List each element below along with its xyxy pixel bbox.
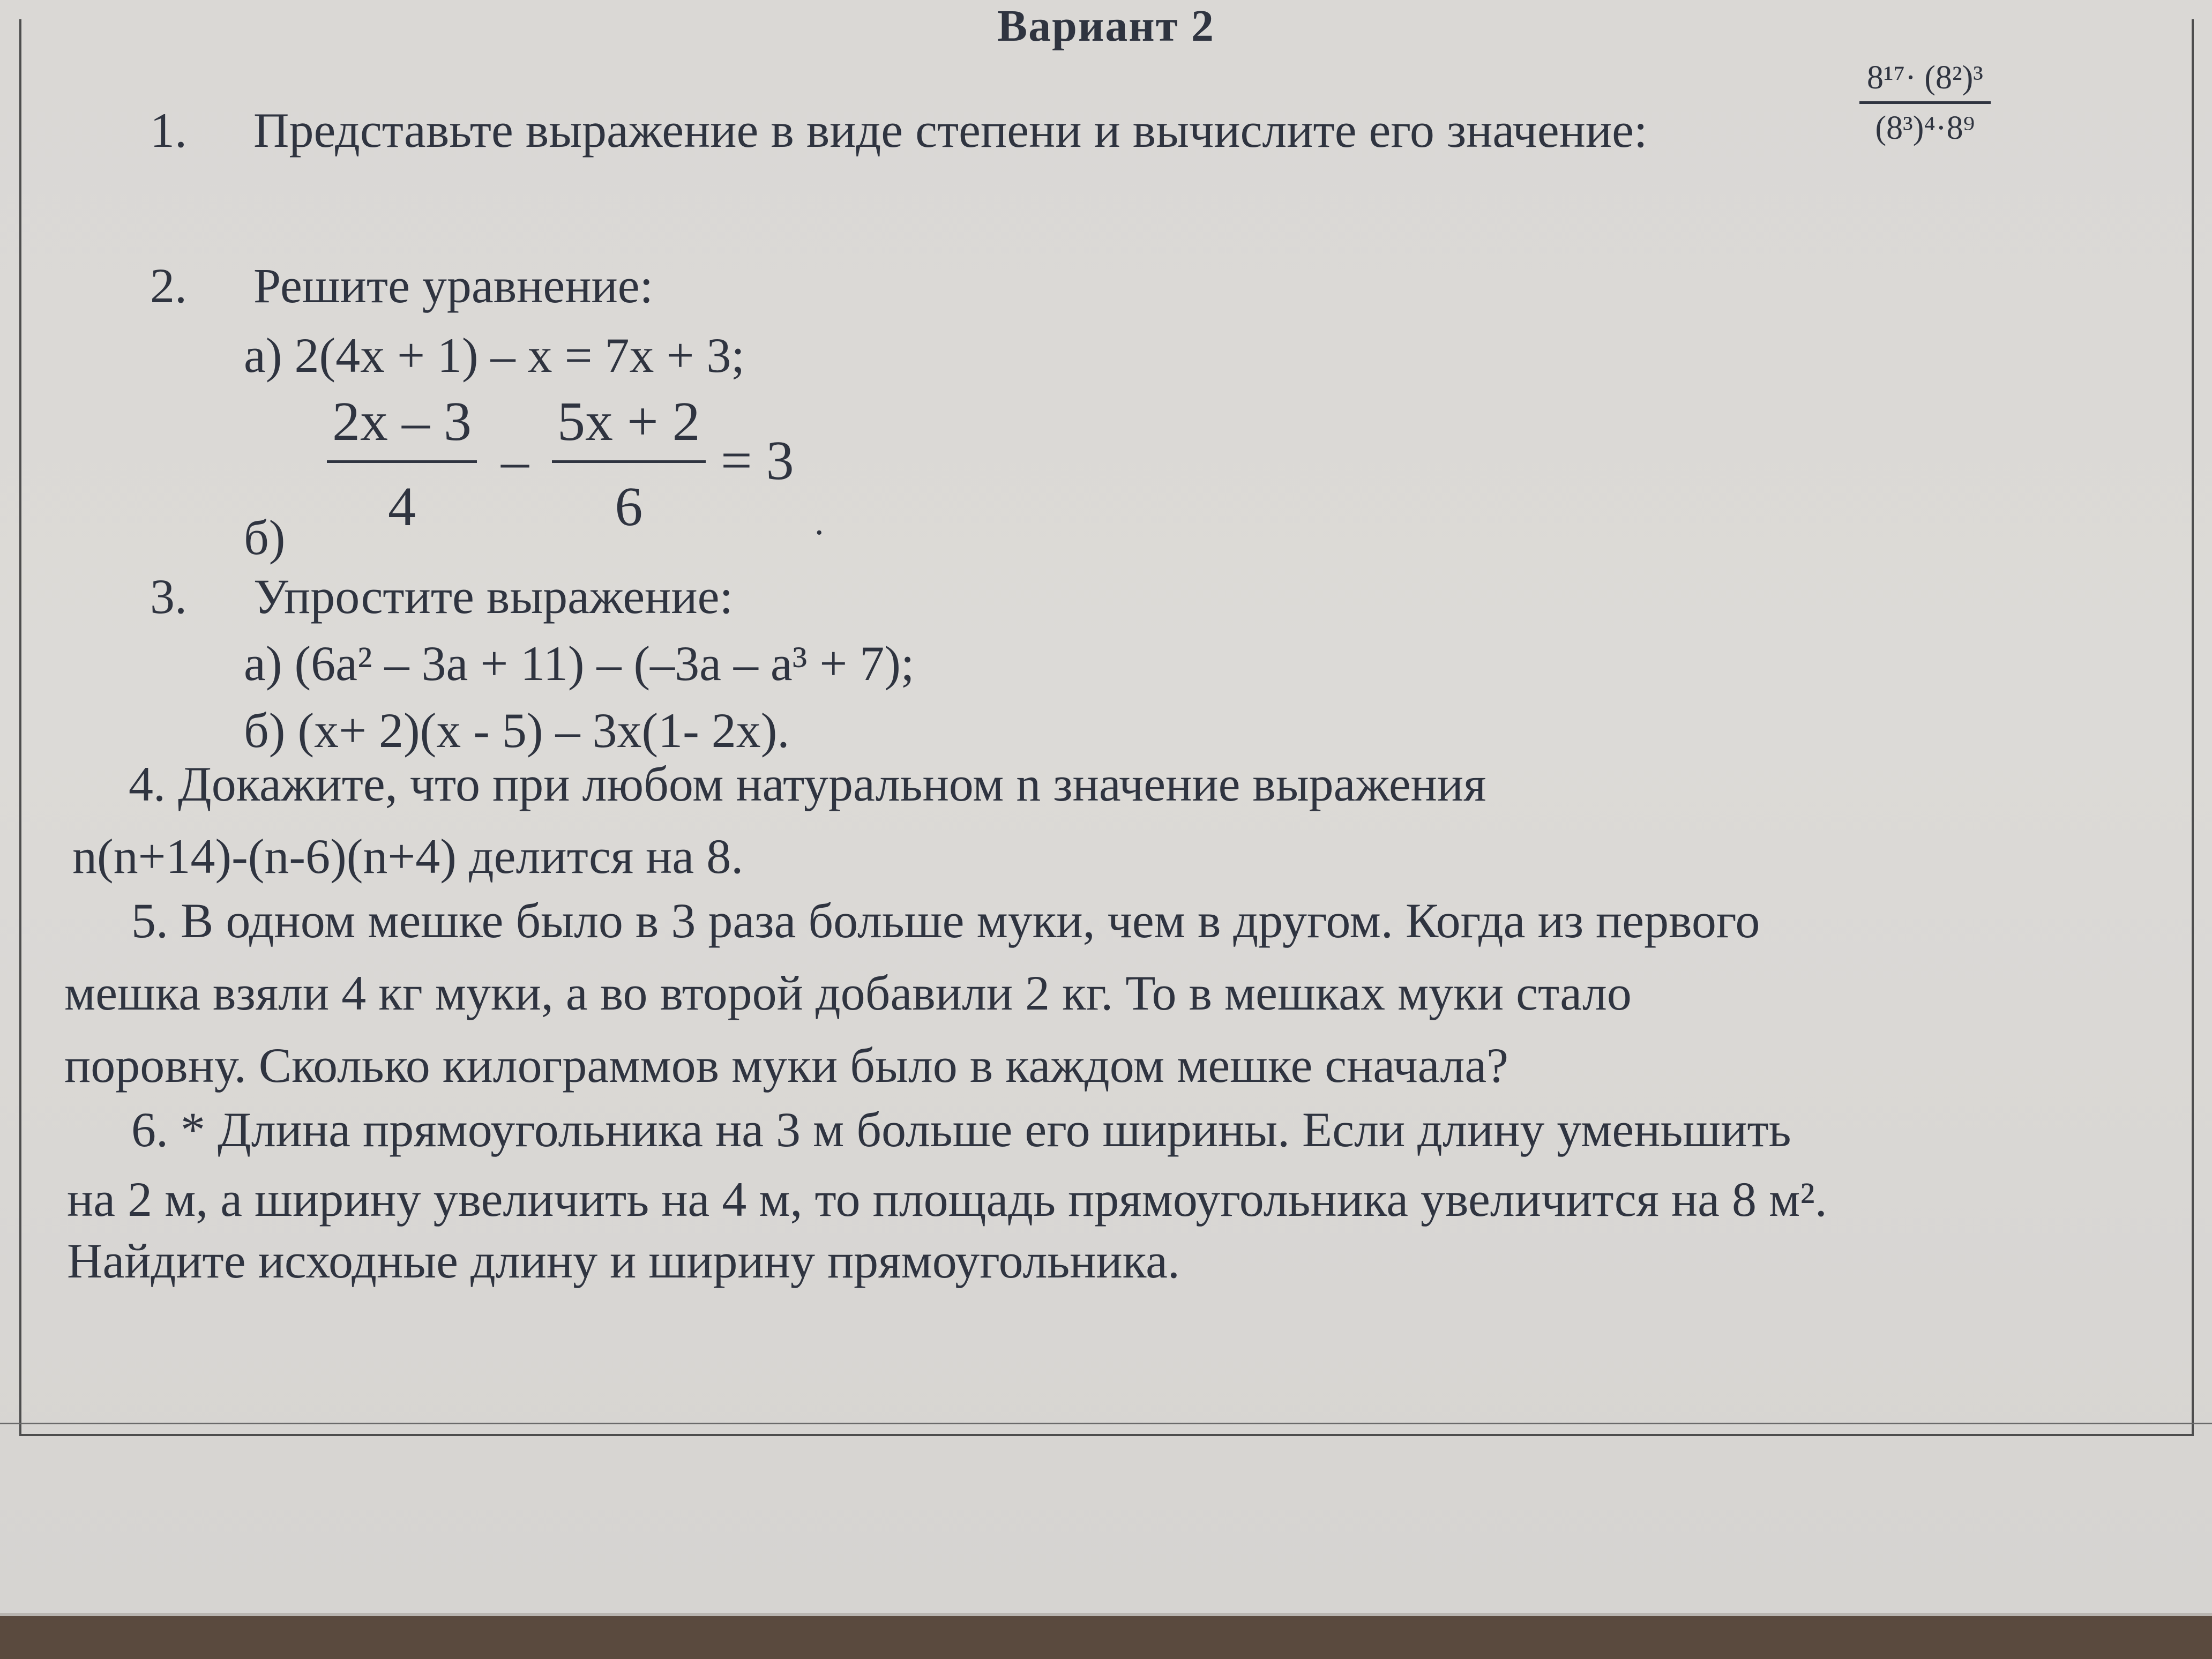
- task-3-text: Упростите выражение:: [253, 569, 734, 624]
- task-2b-fraction-1-denominator: 4: [388, 476, 416, 537]
- task-2b-minus: –: [501, 430, 529, 491]
- task-2b-rhs: = 3: [721, 430, 794, 491]
- task-5-line-2: мешка взяли 4 кг муки, а во второй добавили 2 кг. То в мешках муки стало: [64, 966, 1632, 1020]
- task-1-numerator: 8¹⁷· (8²)³: [1859, 59, 1991, 104]
- task-1-number: 1.: [150, 103, 187, 158]
- task-1-denominator: (8³)⁴·8⁹: [1875, 110, 1975, 147]
- task-2b-fraction-1-numerator: 2x – 3: [327, 394, 477, 463]
- task-2a: а) 2(4x + 1) – x = 7x + 3;: [244, 328, 745, 383]
- page-title: Вариант 2: [997, 1, 1215, 51]
- task-2: [150, 257, 653, 314]
- task-2b-fraction-2-numerator: 5x + 2: [552, 394, 706, 463]
- task-1-fraction: [1859, 59, 1991, 148]
- task-2b-fraction-2: [552, 391, 706, 537]
- task-4-line-1: 4. Докажите, что при любом натуральном n значение выражения: [129, 757, 1486, 811]
- task-3a: а) (6a² – 3a + 11) – (–3a – a³ + 7);: [244, 636, 915, 691]
- task-2b-fraction-1: [327, 391, 477, 537]
- task-2b-fraction-2-denominator: 6: [615, 476, 643, 537]
- task-3b: б) (x+ 2)(x - 5) – 3x(1- 2x).: [244, 703, 790, 758]
- task-6-line-1: 6. * Длина прямоугольника на 3 м больше его ширины. Если длину уменьшить: [131, 1102, 1791, 1157]
- task-2-text: Решите уравнение:: [253, 258, 654, 313]
- task-1: [150, 102, 1648, 159]
- task-4-line-2: n(n+14)-(n-6)(n+4) делится на 8.: [72, 829, 744, 884]
- task-6-line-2: на 2 м, а ширину увеличить на 4 м, то площадь прямоугольника увеличится на 8 м².: [67, 1172, 1827, 1227]
- task-5-line-3: поровну. Сколько килограммов муки было в каждом мешке сначала?: [64, 1038, 1508, 1093]
- task-2b-dot: .: [814, 502, 824, 543]
- task-3: [150, 568, 733, 625]
- task-5-line-1: 5. В одном мешке было в 3 раза больше муки, чем в другом. Когда из первого: [131, 893, 1760, 948]
- task-2b-label: б): [244, 510, 286, 565]
- task-1-text: Представьте выражение в виде степени и вычислите его значение:: [253, 103, 1648, 158]
- task-3-number: 3.: [150, 569, 187, 624]
- task-2-number: 2.: [150, 258, 187, 313]
- task-6-line-3: Найдите исходные длину и ширину прямоугольника.: [67, 1234, 1180, 1288]
